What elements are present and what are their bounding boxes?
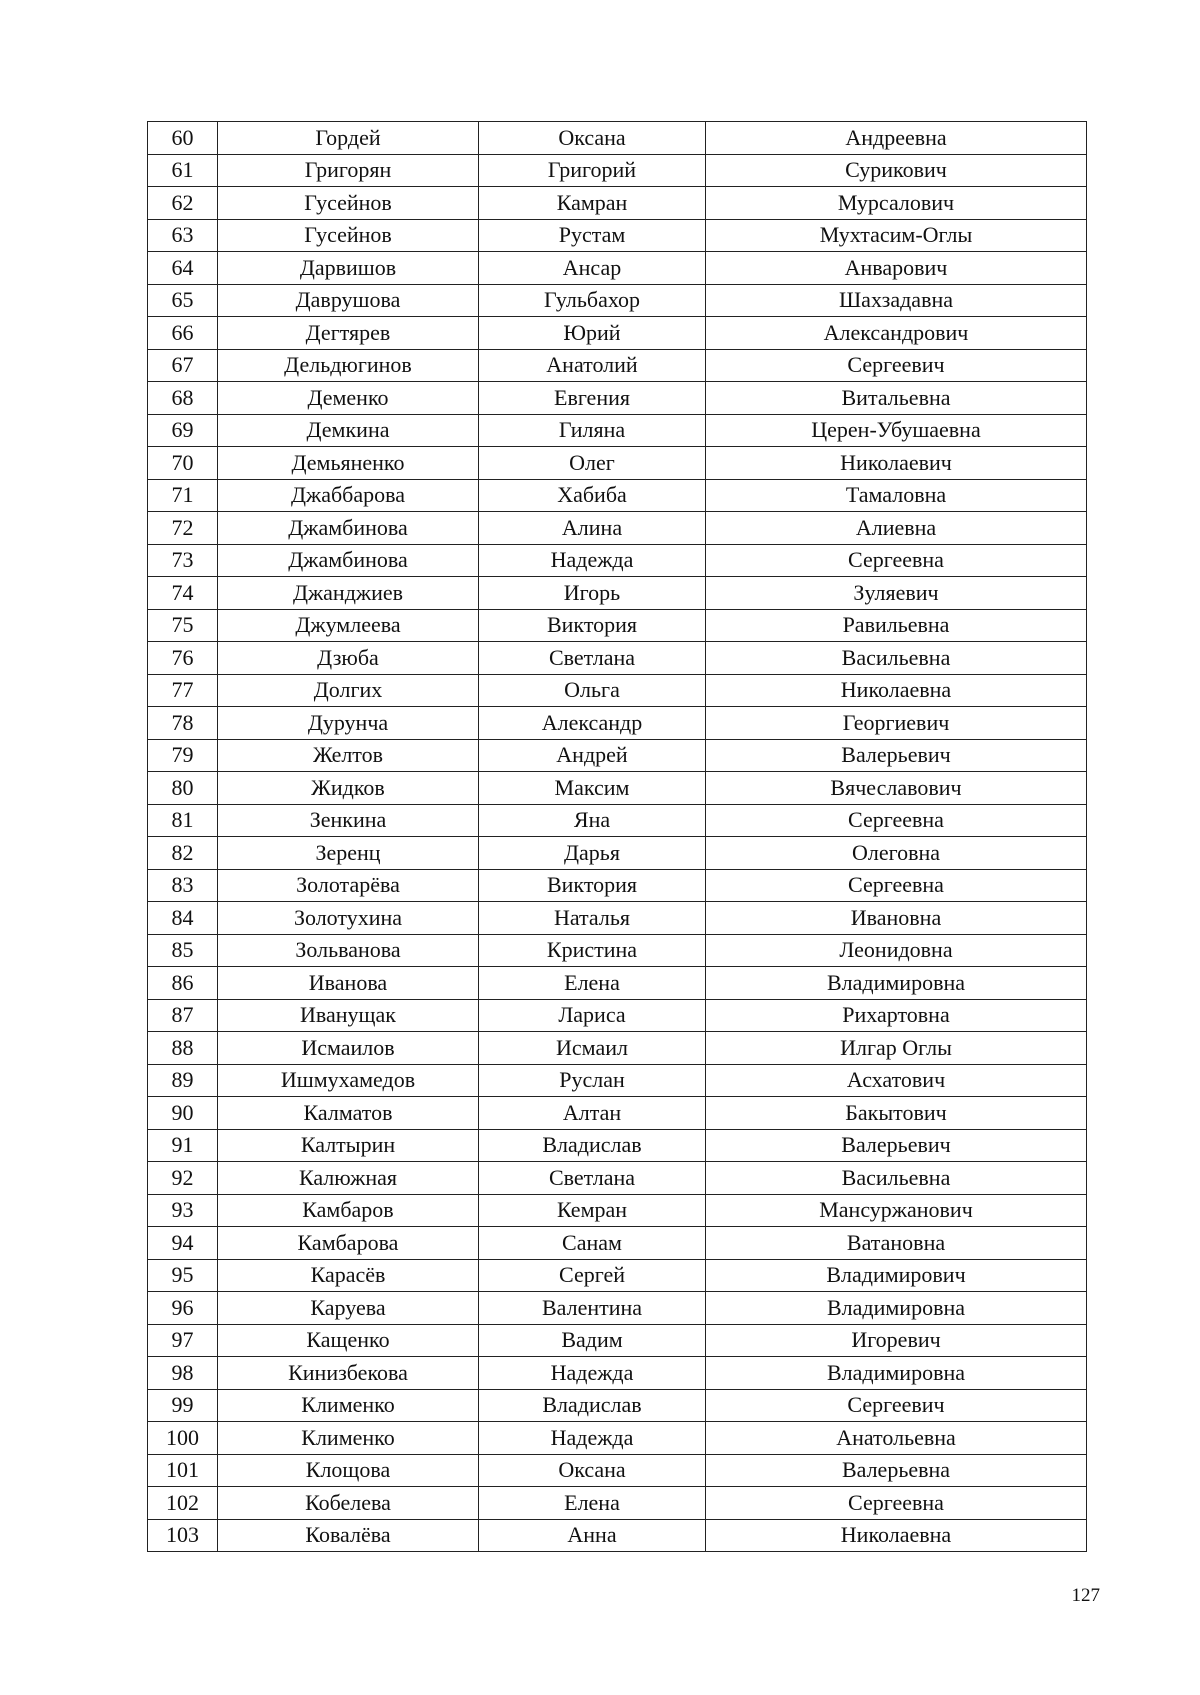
first-name-cell: Елена bbox=[479, 1487, 706, 1520]
first-name-cell: Оксана bbox=[479, 122, 706, 155]
first-name-cell: Светлана bbox=[479, 1162, 706, 1195]
table-row bbox=[148, 642, 1087, 675]
first-name-cell: Юрий bbox=[479, 317, 706, 350]
patronymic-cell: Сергеевич bbox=[706, 1389, 1087, 1422]
last-name-cell: Иванова bbox=[218, 967, 479, 1000]
patronymic-cell: Анварович bbox=[706, 252, 1087, 285]
last-name-cell: Кинизбекова bbox=[218, 1357, 479, 1390]
last-name-cell: Деменко bbox=[218, 382, 479, 415]
first-name-cell: Лариса bbox=[479, 999, 706, 1032]
patronymic-cell: Олеговна bbox=[706, 837, 1087, 870]
row-number-cell: 72 bbox=[148, 512, 218, 545]
patronymic-cell: Бакытович bbox=[706, 1097, 1087, 1130]
patronymic-cell: Мурсалович bbox=[706, 187, 1087, 220]
row-number-cell: 87 bbox=[148, 999, 218, 1032]
row-number-cell: 83 bbox=[148, 869, 218, 902]
patronymic-cell: Николаевна bbox=[706, 1519, 1087, 1552]
last-name-cell: Исмаилов bbox=[218, 1032, 479, 1065]
first-name-cell: Надежда bbox=[479, 1422, 706, 1455]
last-name-cell: Демкина bbox=[218, 414, 479, 447]
table-row bbox=[148, 1357, 1087, 1390]
table-row bbox=[148, 1162, 1087, 1195]
first-name-cell: Наталья bbox=[479, 902, 706, 935]
row-number-cell: 65 bbox=[148, 284, 218, 317]
last-name-cell: Калтырин bbox=[218, 1129, 479, 1162]
first-name-cell: Рустам bbox=[479, 219, 706, 252]
table-row bbox=[148, 382, 1087, 415]
table-row bbox=[148, 1324, 1087, 1357]
row-number-cell: 79 bbox=[148, 739, 218, 772]
patronymic-cell: Илгар Оглы bbox=[706, 1032, 1087, 1065]
row-number-cell: 93 bbox=[148, 1194, 218, 1227]
last-name-cell: Клименко bbox=[218, 1389, 479, 1422]
names-table-body bbox=[148, 122, 1087, 1552]
first-name-cell: Виктория bbox=[479, 869, 706, 902]
first-name-cell: Александр bbox=[479, 707, 706, 740]
last-name-cell: Калматов bbox=[218, 1097, 479, 1130]
table-row bbox=[148, 512, 1087, 545]
table-row bbox=[148, 934, 1087, 967]
patronymic-cell: Рихартовна bbox=[706, 999, 1087, 1032]
table-row bbox=[148, 1519, 1087, 1552]
patronymic-cell: Николаевна bbox=[706, 674, 1087, 707]
first-name-cell: Сергей bbox=[479, 1259, 706, 1292]
row-number-cell: 76 bbox=[148, 642, 218, 675]
patronymic-cell: Шахзадавна bbox=[706, 284, 1087, 317]
last-name-cell: Карасёв bbox=[218, 1259, 479, 1292]
first-name-cell: Алина bbox=[479, 512, 706, 545]
row-number-cell: 84 bbox=[148, 902, 218, 935]
patronymic-cell: Асхатович bbox=[706, 1064, 1087, 1097]
last-name-cell: Дельдюгинов bbox=[218, 349, 479, 382]
last-name-cell: Зенкина bbox=[218, 804, 479, 837]
last-name-cell: Дегтярев bbox=[218, 317, 479, 350]
table-row bbox=[148, 739, 1087, 772]
table-row bbox=[148, 122, 1087, 155]
first-name-cell: Евгения bbox=[479, 382, 706, 415]
patronymic-cell: Сергеевна bbox=[706, 804, 1087, 837]
last-name-cell: Ишмухамедов bbox=[218, 1064, 479, 1097]
last-name-cell: Григорян bbox=[218, 154, 479, 187]
last-name-cell: Кобелева bbox=[218, 1487, 479, 1520]
first-name-cell: Ансар bbox=[479, 252, 706, 285]
last-name-cell: Гусейнов bbox=[218, 219, 479, 252]
page-number: 127 bbox=[1071, 1585, 1100, 1606]
last-name-cell: Золотарёва bbox=[218, 869, 479, 902]
table-row bbox=[148, 772, 1087, 805]
row-number-cell: 80 bbox=[148, 772, 218, 805]
patronymic-cell: Владимировна bbox=[706, 967, 1087, 1000]
last-name-cell: Джанджиев bbox=[218, 577, 479, 610]
patronymic-cell: Алиевна bbox=[706, 512, 1087, 545]
first-name-cell: Олег bbox=[479, 447, 706, 480]
row-number-cell: 61 bbox=[148, 154, 218, 187]
first-name-cell: Максим bbox=[479, 772, 706, 805]
patronymic-cell: Георгиевич bbox=[706, 707, 1087, 740]
first-name-cell: Яна bbox=[479, 804, 706, 837]
last-name-cell: Желтов bbox=[218, 739, 479, 772]
last-name-cell: Дурунча bbox=[218, 707, 479, 740]
first-name-cell: Надежда bbox=[479, 1357, 706, 1390]
table-row bbox=[148, 837, 1087, 870]
patronymic-cell: Сергеевна bbox=[706, 1487, 1087, 1520]
first-name-cell: Анна bbox=[479, 1519, 706, 1552]
table-row bbox=[148, 577, 1087, 610]
first-name-cell: Виктория bbox=[479, 609, 706, 642]
patronymic-cell: Владимировна bbox=[706, 1292, 1087, 1325]
table-row bbox=[148, 1487, 1087, 1520]
row-number-cell: 91 bbox=[148, 1129, 218, 1162]
table-row bbox=[148, 1422, 1087, 1455]
table-row bbox=[148, 804, 1087, 837]
first-name-cell: Хабиба bbox=[479, 479, 706, 512]
first-name-cell: Елена bbox=[479, 967, 706, 1000]
table-row bbox=[148, 187, 1087, 220]
patronymic-cell: Сергеевна bbox=[706, 544, 1087, 577]
patronymic-cell: Валерьевна bbox=[706, 1454, 1087, 1487]
last-name-cell: Джамбинова bbox=[218, 512, 479, 545]
row-number-cell: 85 bbox=[148, 934, 218, 967]
row-number-cell: 64 bbox=[148, 252, 218, 285]
patronymic-cell: Тамаловна bbox=[706, 479, 1087, 512]
last-name-cell: Калюжная bbox=[218, 1162, 479, 1195]
row-number-cell: 100 bbox=[148, 1422, 218, 1455]
table-row bbox=[148, 609, 1087, 642]
table-row bbox=[148, 1389, 1087, 1422]
last-name-cell: Джамбинова bbox=[218, 544, 479, 577]
last-name-cell: Дзюба bbox=[218, 642, 479, 675]
table-row bbox=[148, 674, 1087, 707]
patronymic-cell: Мансуржанович bbox=[706, 1194, 1087, 1227]
patronymic-cell: Сергеевич bbox=[706, 349, 1087, 382]
table-row bbox=[148, 1129, 1087, 1162]
row-number-cell: 60 bbox=[148, 122, 218, 155]
first-name-cell: Гульбахор bbox=[479, 284, 706, 317]
row-number-cell: 78 bbox=[148, 707, 218, 740]
row-number-cell: 95 bbox=[148, 1259, 218, 1292]
row-number-cell: 68 bbox=[148, 382, 218, 415]
last-name-cell: Жидков bbox=[218, 772, 479, 805]
last-name-cell: Камбарова bbox=[218, 1227, 479, 1260]
row-number-cell: 99 bbox=[148, 1389, 218, 1422]
last-name-cell: Камбаров bbox=[218, 1194, 479, 1227]
last-name-cell: Каруева bbox=[218, 1292, 479, 1325]
table-row bbox=[148, 967, 1087, 1000]
patronymic-cell: Андреевна bbox=[706, 122, 1087, 155]
row-number-cell: 96 bbox=[148, 1292, 218, 1325]
first-name-cell: Ольга bbox=[479, 674, 706, 707]
first-name-cell: Алтан bbox=[479, 1097, 706, 1130]
patronymic-cell: Валерьевич bbox=[706, 1129, 1087, 1162]
last-name-cell: Гордей bbox=[218, 122, 479, 155]
patronymic-cell: Зуляевич bbox=[706, 577, 1087, 610]
row-number-cell: 102 bbox=[148, 1487, 218, 1520]
first-name-cell: Григорий bbox=[479, 154, 706, 187]
first-name-cell: Анатолий bbox=[479, 349, 706, 382]
patronymic-cell: Витальевна bbox=[706, 382, 1087, 415]
row-number-cell: 97 bbox=[148, 1324, 218, 1357]
patronymic-cell: Ивановна bbox=[706, 902, 1087, 935]
table-row bbox=[148, 349, 1087, 382]
row-number-cell: 101 bbox=[148, 1454, 218, 1487]
row-number-cell: 86 bbox=[148, 967, 218, 1000]
table-row bbox=[148, 447, 1087, 480]
first-name-cell: Владислав bbox=[479, 1129, 706, 1162]
patronymic-cell: Мухтасим-Оглы bbox=[706, 219, 1087, 252]
last-name-cell: Дарвишов bbox=[218, 252, 479, 285]
patronymic-cell: Николаевич bbox=[706, 447, 1087, 480]
first-name-cell: Надежда bbox=[479, 544, 706, 577]
row-number-cell: 70 bbox=[148, 447, 218, 480]
row-number-cell: 81 bbox=[148, 804, 218, 837]
table-row bbox=[148, 414, 1087, 447]
row-number-cell: 73 bbox=[148, 544, 218, 577]
first-name-cell: Валентина bbox=[479, 1292, 706, 1325]
table-row bbox=[148, 1097, 1087, 1130]
patronymic-cell: Церен-Убушаевна bbox=[706, 414, 1087, 447]
table-row bbox=[148, 284, 1087, 317]
patronymic-cell: Васильевна bbox=[706, 1162, 1087, 1195]
last-name-cell: Иванущак bbox=[218, 999, 479, 1032]
last-name-cell: Кащенко bbox=[218, 1324, 479, 1357]
last-name-cell: Гусейнов bbox=[218, 187, 479, 220]
last-name-cell: Долгих bbox=[218, 674, 479, 707]
names-table bbox=[147, 121, 1087, 1552]
first-name-cell: Исмаил bbox=[479, 1032, 706, 1065]
first-name-cell: Руслан bbox=[479, 1064, 706, 1097]
table-row bbox=[148, 1292, 1087, 1325]
row-number-cell: 90 bbox=[148, 1097, 218, 1130]
row-number-cell: 92 bbox=[148, 1162, 218, 1195]
row-number-cell: 89 bbox=[148, 1064, 218, 1097]
first-name-cell: Кристина bbox=[479, 934, 706, 967]
patronymic-cell: Вячеславович bbox=[706, 772, 1087, 805]
last-name-cell: Золотухина bbox=[218, 902, 479, 935]
last-name-cell: Ковалёва bbox=[218, 1519, 479, 1552]
row-number-cell: 66 bbox=[148, 317, 218, 350]
first-name-cell: Санам bbox=[479, 1227, 706, 1260]
table-row bbox=[148, 1064, 1087, 1097]
table-row bbox=[148, 252, 1087, 285]
patronymic-cell: Васильевна bbox=[706, 642, 1087, 675]
row-number-cell: 88 bbox=[148, 1032, 218, 1065]
first-name-cell: Андрей bbox=[479, 739, 706, 772]
table-row bbox=[148, 219, 1087, 252]
row-number-cell: 103 bbox=[148, 1519, 218, 1552]
patronymic-cell: Валерьевич bbox=[706, 739, 1087, 772]
last-name-cell: Джаббарова bbox=[218, 479, 479, 512]
last-name-cell: Демьяненко bbox=[218, 447, 479, 480]
last-name-cell: Клощова bbox=[218, 1454, 479, 1487]
row-number-cell: 71 bbox=[148, 479, 218, 512]
table-row bbox=[148, 1194, 1087, 1227]
patronymic-cell: Сергеевна bbox=[706, 869, 1087, 902]
row-number-cell: 77 bbox=[148, 674, 218, 707]
last-name-cell: Джумлеева bbox=[218, 609, 479, 642]
last-name-cell: Клименко bbox=[218, 1422, 479, 1455]
last-name-cell: Зольванова bbox=[218, 934, 479, 967]
table-row bbox=[148, 544, 1087, 577]
table-row bbox=[148, 999, 1087, 1032]
table-row bbox=[148, 317, 1087, 350]
row-number-cell: 82 bbox=[148, 837, 218, 870]
table-row bbox=[148, 479, 1087, 512]
table-row bbox=[148, 902, 1087, 935]
patronymic-cell: Игоревич bbox=[706, 1324, 1087, 1357]
patronymic-cell: Анатольевна bbox=[706, 1422, 1087, 1455]
table-row bbox=[148, 707, 1087, 740]
patronymic-cell: Леонидовна bbox=[706, 934, 1087, 967]
row-number-cell: 75 bbox=[148, 609, 218, 642]
table-row bbox=[148, 1259, 1087, 1292]
first-name-cell: Светлана bbox=[479, 642, 706, 675]
first-name-cell: Вадим bbox=[479, 1324, 706, 1357]
row-number-cell: 94 bbox=[148, 1227, 218, 1260]
table-row bbox=[148, 1227, 1087, 1260]
patronymic-cell: Александрович bbox=[706, 317, 1087, 350]
row-number-cell: 67 bbox=[148, 349, 218, 382]
patronymic-cell: Владимирович bbox=[706, 1259, 1087, 1292]
patronymic-cell: Ватановна bbox=[706, 1227, 1087, 1260]
first-name-cell: Игорь bbox=[479, 577, 706, 610]
row-number-cell: 98 bbox=[148, 1357, 218, 1390]
row-number-cell: 69 bbox=[148, 414, 218, 447]
first-name-cell: Оксана bbox=[479, 1454, 706, 1487]
last-name-cell: Даврушова bbox=[218, 284, 479, 317]
first-name-cell: Дарья bbox=[479, 837, 706, 870]
patronymic-cell: Владимировна bbox=[706, 1357, 1087, 1390]
first-name-cell: Владислав bbox=[479, 1389, 706, 1422]
first-name-cell: Камран bbox=[479, 187, 706, 220]
table-row bbox=[148, 154, 1087, 187]
row-number-cell: 62 bbox=[148, 187, 218, 220]
patronymic-cell: Сурикович bbox=[706, 154, 1087, 187]
table-row bbox=[148, 1454, 1087, 1487]
last-name-cell: Зеренц bbox=[218, 837, 479, 870]
first-name-cell: Гиляна bbox=[479, 414, 706, 447]
table-row bbox=[148, 869, 1087, 902]
table-row bbox=[148, 1032, 1087, 1065]
row-number-cell: 74 bbox=[148, 577, 218, 610]
row-number-cell: 63 bbox=[148, 219, 218, 252]
patronymic-cell: Равильевна bbox=[706, 609, 1087, 642]
first-name-cell: Кемран bbox=[479, 1194, 706, 1227]
